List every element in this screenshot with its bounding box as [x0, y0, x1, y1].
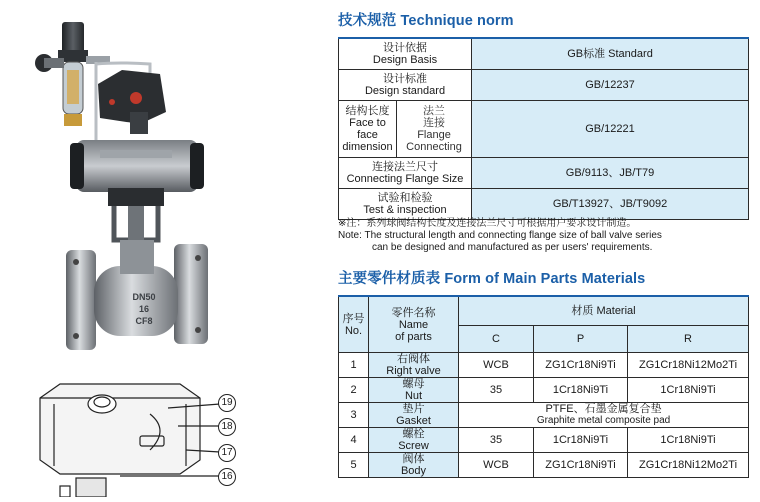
- col-p-header: P: [534, 326, 628, 353]
- label-cell: 设计标准 Design standard: [339, 70, 472, 101]
- mat-c: 35: [459, 378, 534, 403]
- mat-r: ZG1Cr18Ni12Mo2Ti: [628, 453, 749, 478]
- svg-text:16: 16: [138, 304, 150, 314]
- parts-table: [338, 295, 749, 478]
- part-name: 右阀体 Right valve: [369, 353, 459, 378]
- technique-table: [338, 37, 749, 220]
- callout-18: 18: [218, 418, 236, 436]
- callout-17: 17: [218, 444, 236, 462]
- name-header: 零件名称 Name of parts: [369, 296, 459, 353]
- svg-text:CF8: CF8: [135, 316, 153, 326]
- svg-text:DN50: DN50: [132, 292, 156, 302]
- mat-r: 1Cr18Ni9Ti: [628, 378, 749, 403]
- table-row: [339, 38, 749, 70]
- row-no: 3: [339, 403, 369, 428]
- table-row: [339, 453, 749, 478]
- row-no: 1: [339, 353, 369, 378]
- label-cell: 试验和检验 Test & inspection: [339, 189, 472, 220]
- row-no: 5: [339, 453, 369, 478]
- col-c-header: C: [459, 326, 534, 353]
- parts-title: 主要零件材质表 Form of Main Parts Materials: [338, 271, 646, 287]
- mat-r: ZG1Cr18Ni12Mo2Ti: [628, 353, 749, 378]
- part-name: 螺栓 Screw: [369, 428, 459, 453]
- technique-title: 技术规范 Technique norm: [338, 13, 514, 29]
- row-no: 2: [339, 378, 369, 403]
- mat-p: ZG1Cr18Ni9Ti: [534, 353, 628, 378]
- table-row: [339, 189, 749, 220]
- mat-c: WCB: [459, 453, 534, 478]
- part-name: 螺母 Nut: [369, 378, 459, 403]
- sub-label-cell: 法兰 连接 Flange Connecting: [397, 101, 472, 158]
- mat-p: 1Cr18Ni9Ti: [534, 378, 628, 403]
- note-en-1: Note: The structural length and connecting flange size of ball valve series: [338, 230, 662, 241]
- product-illustration: [0, 0, 330, 497]
- value-cell: GB/12221: [472, 101, 749, 158]
- value-cell: GB/9113、JB/T79: [472, 158, 749, 189]
- header-row: [339, 296, 749, 326]
- material-header: 材质 Material: [459, 296, 749, 326]
- table-row: [339, 428, 749, 453]
- value-cell: GB标准 Standard: [472, 38, 749, 70]
- table-row: [339, 70, 749, 101]
- table-row: [339, 403, 749, 428]
- valve-photo: [0, 0, 330, 497]
- row-no: 4: [339, 428, 369, 453]
- table-row: [339, 378, 749, 403]
- label-cell: 结构长度 Face to face dimension: [339, 101, 397, 158]
- mat-c: 35: [459, 428, 534, 453]
- table-row: [339, 353, 749, 378]
- label-cell: 连接法兰尺寸 Connecting Flange Size: [339, 158, 472, 189]
- note-en-2: can be designed and manufactured as per users' requirements.: [372, 242, 653, 253]
- exploded-diagram: [40, 384, 220, 497]
- mat-c: WCB: [459, 353, 534, 378]
- value-cell: GB/T13927、JB/T9092: [472, 189, 749, 220]
- mat-merged: PTFE、石墨金属复合垫 Graphite metal composite pad: [459, 403, 749, 428]
- mat-r: 1Cr18Ni9Ti: [628, 428, 749, 453]
- table-row: [339, 101, 749, 158]
- callout-16: 16: [218, 468, 236, 486]
- note-zh: ※注：系列球阀结构长度及连接法兰尺寸可根据用户要求设计制造。: [338, 218, 637, 229]
- mat-p: ZG1Cr18Ni9Ti: [534, 453, 628, 478]
- mat-p: 1Cr18Ni9Ti: [534, 428, 628, 453]
- col-r-header: R: [628, 326, 749, 353]
- table-row: [339, 158, 749, 189]
- part-name: 阀体 Body: [369, 453, 459, 478]
- callout-19: 19: [218, 394, 236, 412]
- label-cell: 设计依据 Design Basis: [339, 38, 472, 70]
- value-cell: GB/12237: [472, 70, 749, 101]
- part-name: 垫片 Gasket: [369, 403, 459, 428]
- note: [338, 218, 748, 254]
- no-header: 序号 No.: [339, 296, 369, 353]
